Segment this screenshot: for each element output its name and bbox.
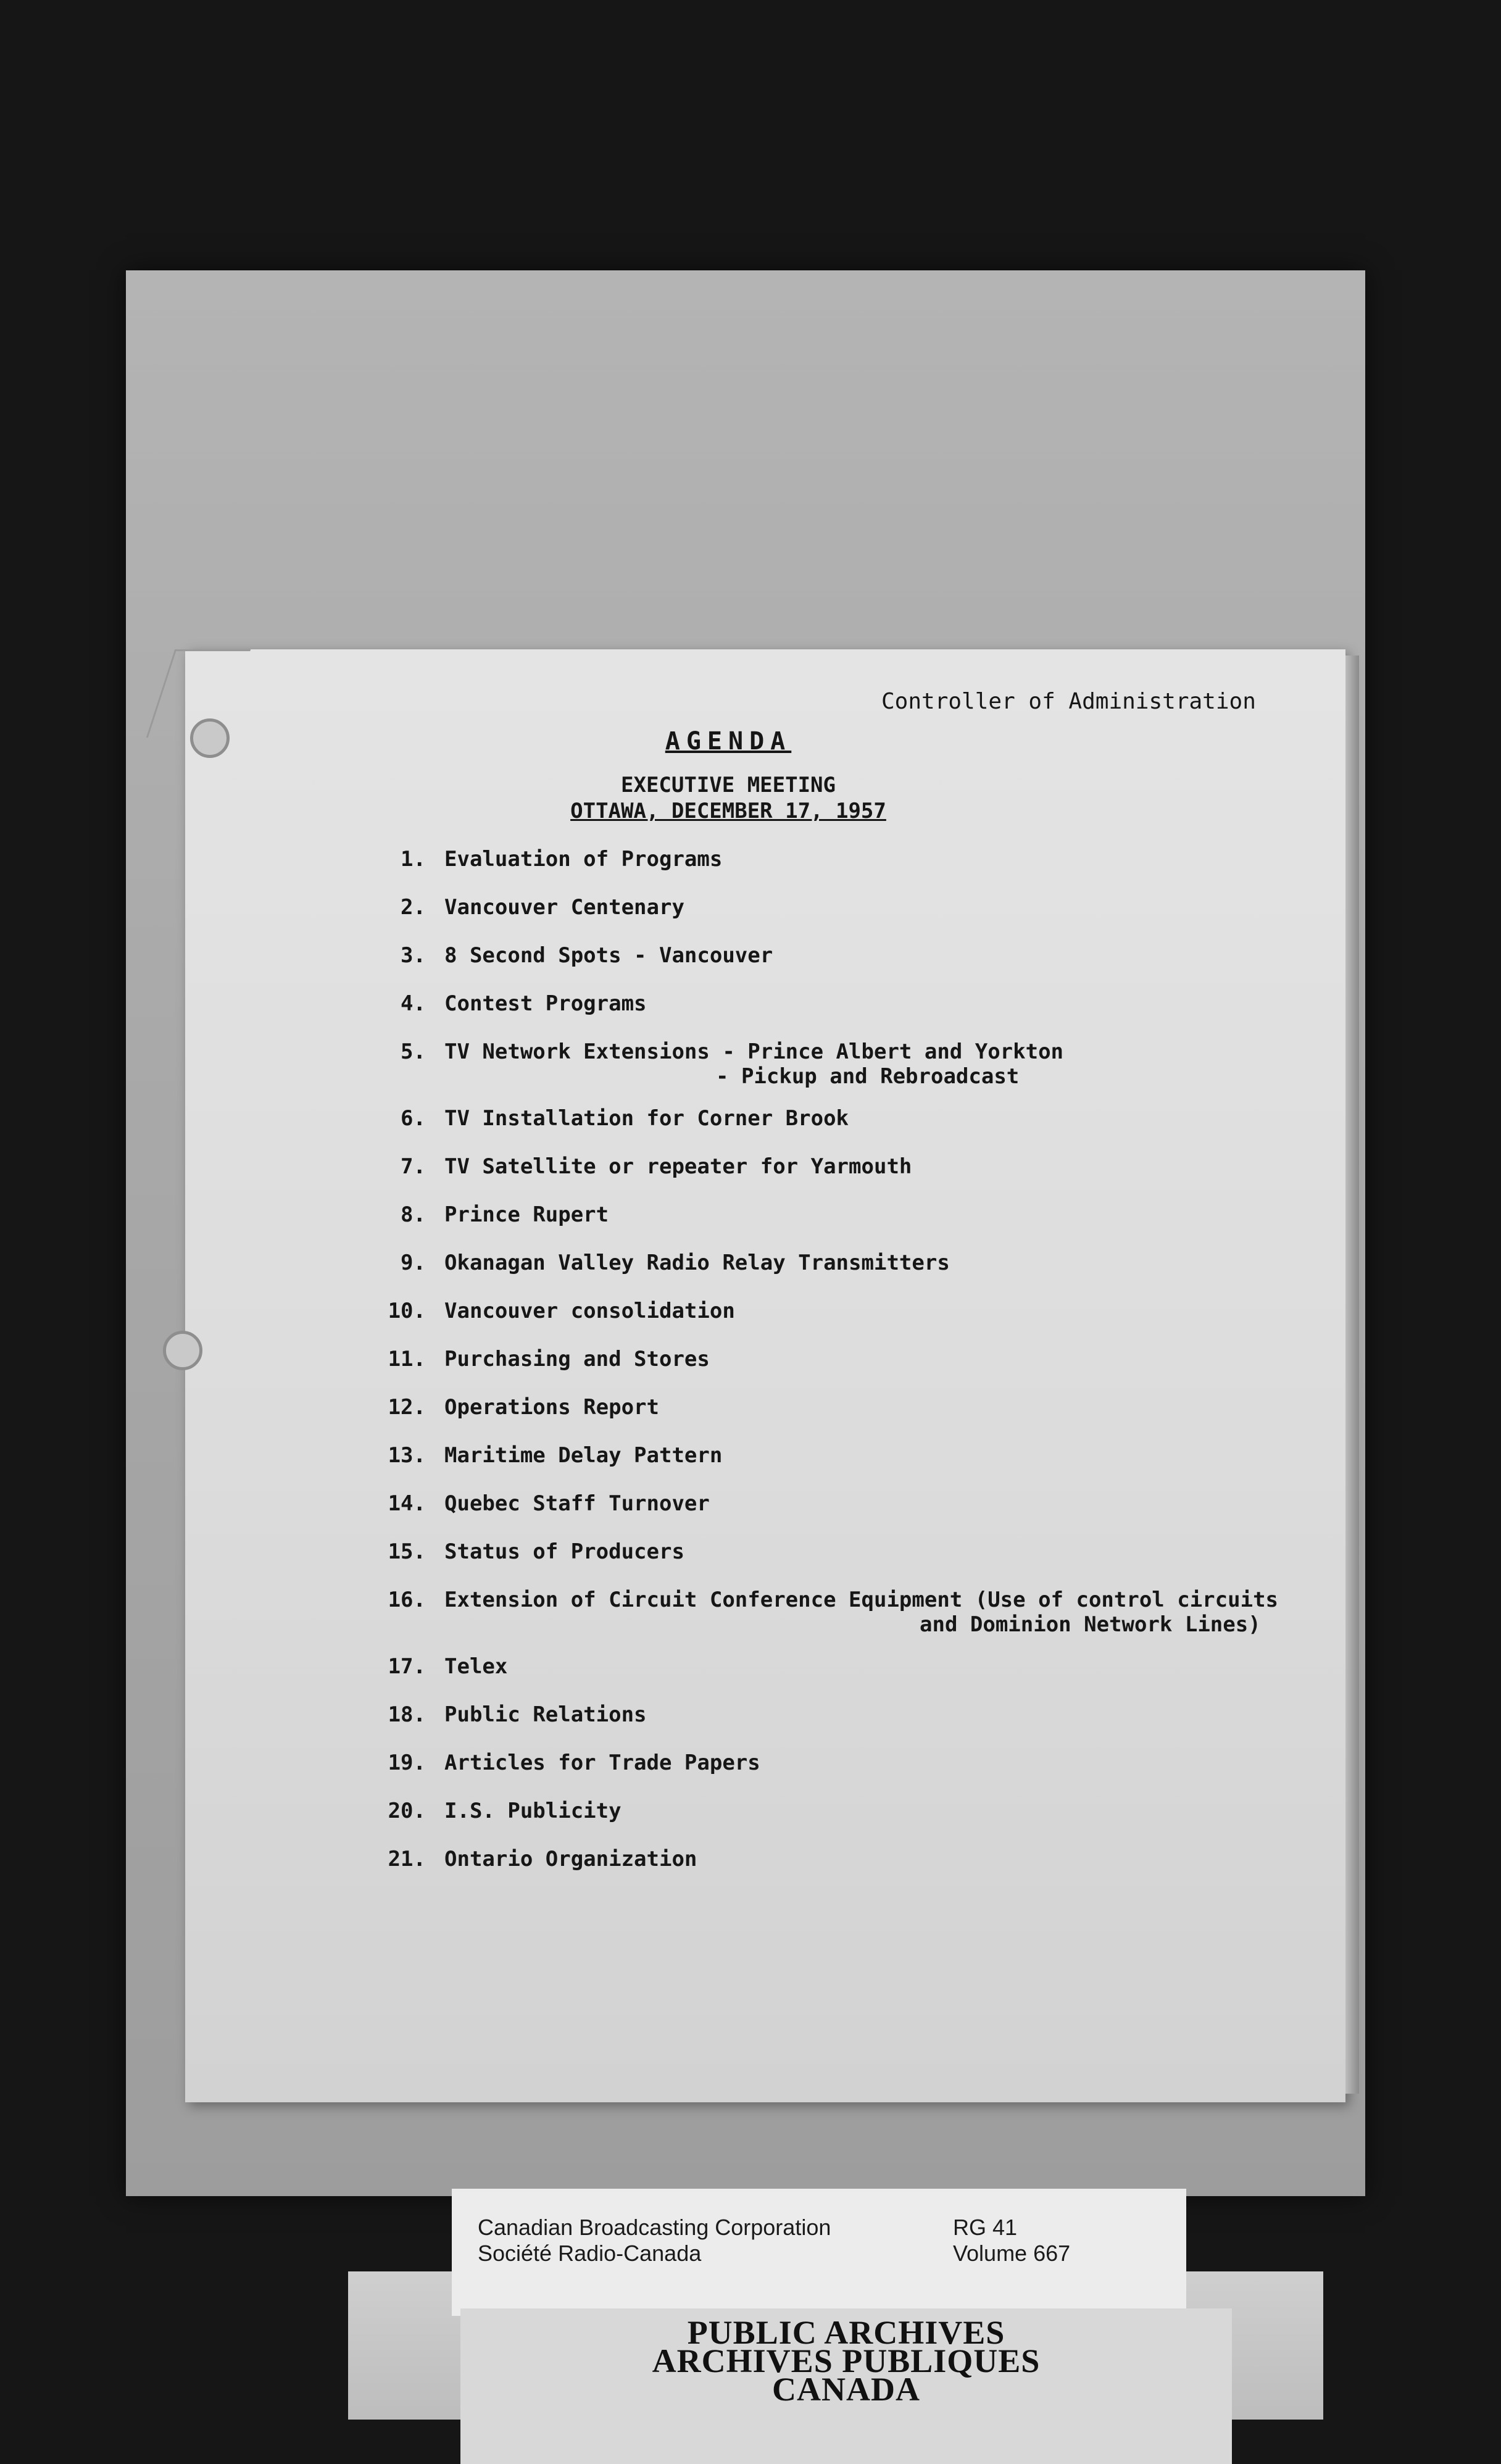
agenda-item [370, 1154, 1296, 1185]
agenda-item [370, 1202, 1296, 1233]
item-text: TV Network Extensions - Prince Albert and Yorkton [444, 1039, 1064, 1064]
item-number: 18. [388, 1702, 426, 1727]
agenda-item [370, 1750, 1296, 1781]
agenda-item [370, 1039, 1296, 1089]
agenda-item [370, 943, 1296, 974]
item-number: 5. [401, 1039, 426, 1064]
agenda-item [370, 1799, 1296, 1829]
item-number: 17. [388, 1654, 426, 1679]
item-text: Contest Programs [444, 991, 647, 1016]
item-text: Maritime Delay Pattern [444, 1443, 723, 1468]
item-text: Telex [444, 1654, 508, 1679]
agenda-item [370, 1251, 1296, 1281]
agenda-item [370, 1299, 1296, 1330]
agenda-list [370, 847, 1296, 1895]
agenda-item [370, 895, 1296, 926]
label-volume: Volume 667 [953, 2241, 1071, 2266]
item-number: 10. [388, 1299, 426, 1323]
item-number: 9. [401, 1251, 426, 1275]
item-number: 12. [388, 1395, 426, 1420]
agenda-item [370, 1588, 1296, 1637]
punch-hole-middle [163, 1331, 202, 1370]
archive-reference-label [452, 2189, 1186, 2316]
item-text-continued: - Pickup and Rebroadcast [716, 1064, 1020, 1089]
item-number: 11. [388, 1347, 426, 1371]
archive-stamp [460, 2308, 1232, 2464]
item-text: Prince Rupert [444, 1202, 609, 1227]
item-number: 3. [401, 943, 426, 968]
label-record-group: RG 41 [953, 2215, 1018, 2240]
item-number: 8. [401, 1202, 426, 1227]
item-text: Extension of Circuit Conference Equipment (Use of control circuits [444, 1588, 1279, 1612]
item-text: TV Satellite or repeater for Yarmouth [444, 1154, 912, 1179]
item-text: I.S. Publicity [444, 1799, 622, 1823]
item-text: Okanagan Valley Radio Relay Transmitters [444, 1251, 950, 1275]
agenda-item [370, 1702, 1296, 1733]
item-number: 13. [388, 1443, 426, 1468]
stamp-line-french: ARCHIVES PUBLIQUES [652, 2342, 1041, 2379]
agenda-item [370, 1847, 1296, 1878]
item-number: 15. [388, 1539, 426, 1564]
item-text: Ontario Organization [444, 1847, 697, 1871]
item-number: 19. [388, 1750, 426, 1775]
item-text: Articles for Trade Papers [444, 1750, 760, 1775]
agenda-item [370, 1654, 1296, 1685]
label-org-english: Canadian Broadcasting Corporation [478, 2215, 831, 2240]
agenda-sheet [185, 649, 1345, 2102]
agenda-item [370, 1443, 1296, 1474]
item-number: 14. [388, 1491, 426, 1516]
meeting-name: EXECUTIVE MEETING [621, 773, 836, 797]
item-text: Evaluation of Programs [444, 847, 723, 872]
item-text: Quebec Staff Turnover [444, 1491, 710, 1516]
stamp-line-country: CANADA [772, 2371, 920, 2408]
item-text: Status of Producers [444, 1539, 684, 1564]
agenda-title: AGENDA [665, 727, 792, 755]
item-text: Vancouver consolidation [444, 1299, 735, 1323]
stamp-line-english: PUBLIC ARCHIVES [687, 2314, 1005, 2351]
agenda-item [370, 1539, 1296, 1570]
item-number: 2. [401, 895, 426, 920]
agenda-item [370, 847, 1296, 878]
meeting-place-date: OTTAWA, DECEMBER 17, 1957 [570, 799, 886, 823]
label-org-french: Société Radio-Canada [478, 2241, 702, 2266]
agenda-item [370, 1491, 1296, 1522]
agenda-item [370, 1347, 1296, 1378]
header-controller: Controller of Administration [881, 689, 1256, 714]
item-number: 6. [401, 1106, 426, 1131]
item-number: 4. [401, 991, 426, 1016]
item-text: Public Relations [444, 1702, 647, 1727]
item-number: 21. [388, 1847, 426, 1871]
item-text: Operations Report [444, 1395, 659, 1420]
item-text: Purchasing and Stores [444, 1347, 710, 1371]
item-number: 7. [401, 1154, 426, 1179]
item-text: Vancouver Centenary [444, 895, 684, 920]
agenda-item [370, 1395, 1296, 1426]
item-number: 16. [388, 1588, 426, 1612]
item-text-continued: and Dominion Network Lines) [920, 1612, 1261, 1637]
item-number: 1. [401, 847, 426, 872]
agenda-item [370, 991, 1296, 1022]
item-text: 8 Second Spots - Vancouver [444, 943, 773, 968]
agenda-item [370, 1106, 1296, 1137]
item-text: TV Installation for Corner Brook [444, 1106, 849, 1131]
item-number: 20. [388, 1799, 426, 1823]
